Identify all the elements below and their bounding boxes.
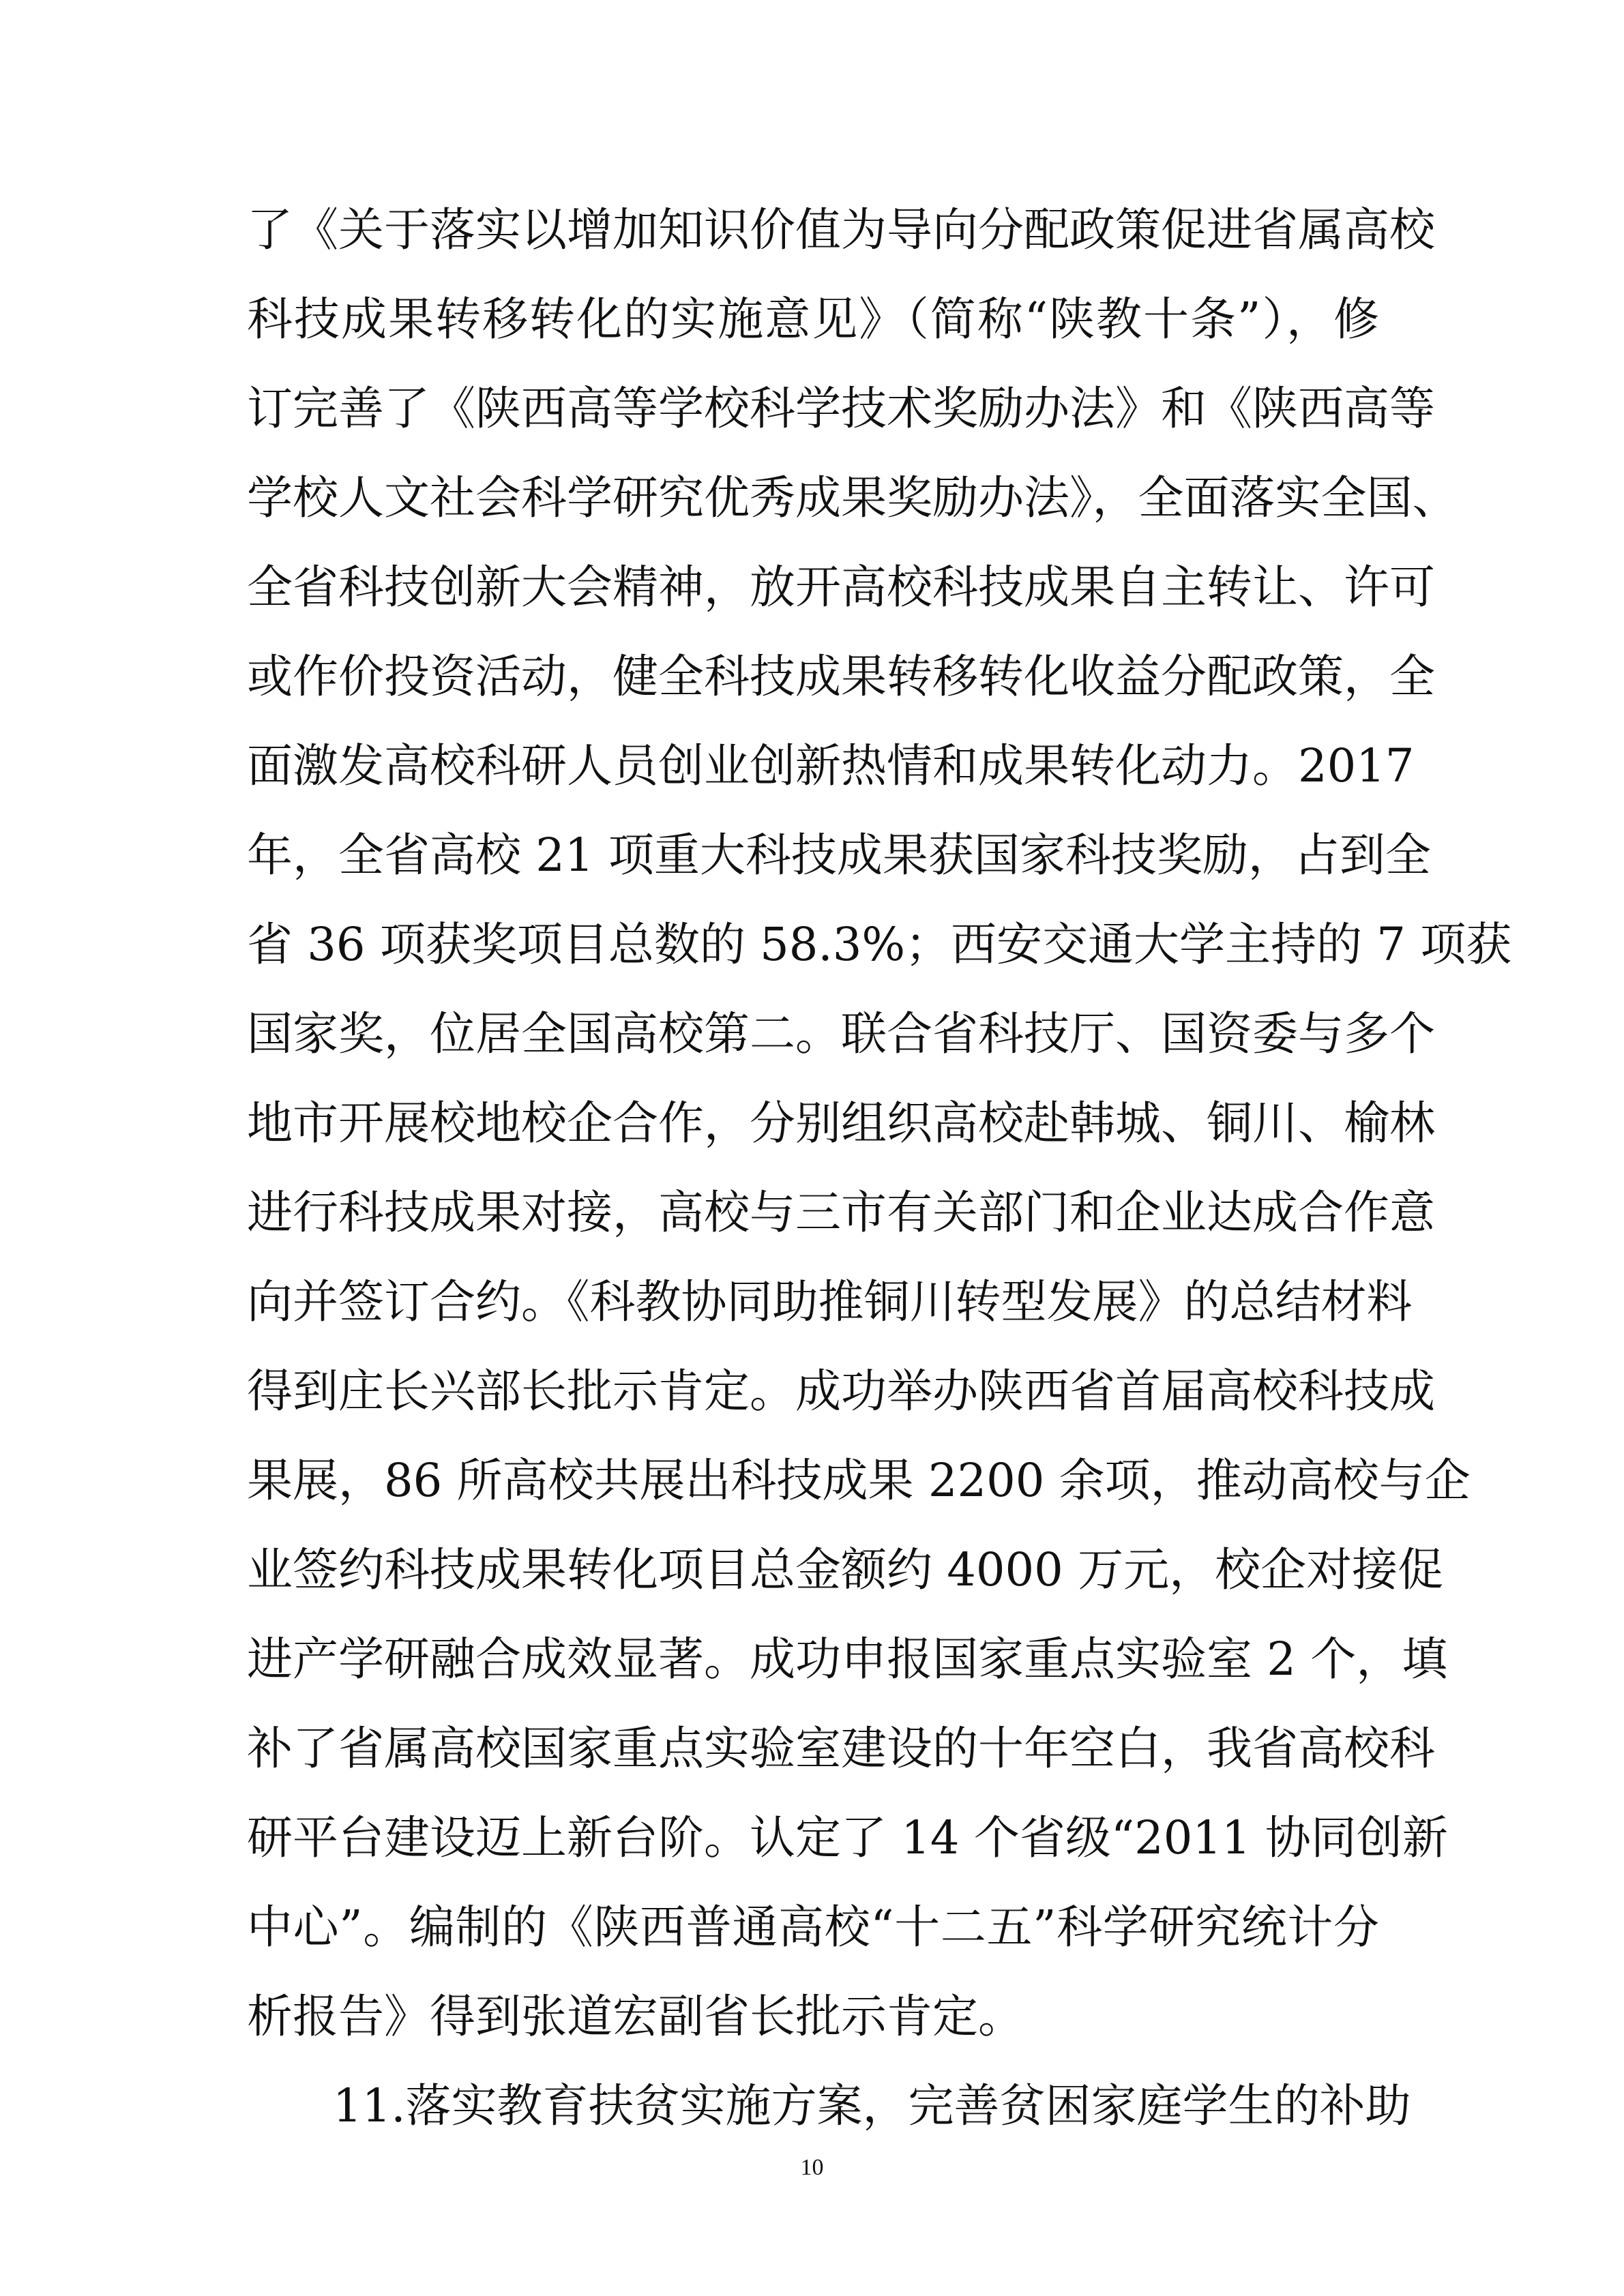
text-line: 了《关于落实以增加知识价值为导向分配政策促进省属高校: [247, 203, 1435, 256]
text-line: 得到庄长兴部长批示肯定。成功举办陕西省首届高校科技成: [247, 1365, 1435, 1418]
text-line: 中心”。编制的《陕西普通高校“十二五”科学研究统计分: [247, 1900, 1379, 1954]
text-line: 学校人文社会科学研究优秀成果奖励办法》，全面落实全国、: [247, 471, 1458, 524]
text-line: 年，全省高校 21 项重大科技成果获国家科技奖励，占到全: [247, 829, 1431, 882]
page-number: 10: [800, 2155, 824, 2180]
text-line: 向并签订合约。《科教协同助推铜川转型发展》的总结材料: [247, 1275, 1413, 1328]
text-line: 订完善了《陕西高等学校科学技术奖励办法》和《陕西高等: [247, 382, 1435, 435]
text-line: 省 36 项获奖项目总数的 58.3%；西安交通大学主持的 7 项获: [247, 918, 1512, 971]
text-line: 地市开展校地校企合作，分别组织高校赴韩城、铜川、榆林: [247, 1097, 1435, 1150]
body-text: [247, 185, 1512, 2151]
text-line: 业签约科技成果转化项目总金额约 4000 万元，校企对接促: [247, 1543, 1444, 1596]
text-line: 研平台建设迈上新台阶。认定了 14 个省级“2011 协同创新: [247, 1811, 1448, 1864]
text-line: 进产学研融合成效显著。成功申报国家重点实验室 2 个，填: [247, 1632, 1448, 1686]
text-line: 进行科技成果对接，高校与三市有关部门和企业达成合作意: [247, 1186, 1435, 1239]
text-line: 国家奖，位居全国高校第二。联合省科技厅、国资委与多个: [247, 1007, 1435, 1060]
section-heading-line: 11.落实教育扶贫实施方案，完善贫困家庭学生的补助: [333, 2079, 1411, 2132]
text-line: 或作价投资活动，健全科技成果转移转化收益分配政策，全: [247, 650, 1435, 703]
text-line: 科技成果转移转化的实施意见》（简称“陕教十条”），修: [247, 293, 1379, 346]
text-line: 析报告》得到张道宏副省长批示肯定。: [247, 1990, 1024, 2043]
text-line: 面激发高校科研人员创业创新热情和成果转化动力。2017: [247, 739, 1415, 792]
text-line: 全省科技创新大会精神，放开高校科技成果自主转让、许可: [247, 561, 1435, 614]
text-line: 补了省属高校国家重点实验室建设的十年空白，我省高校科: [247, 1722, 1435, 1775]
text-line: 果展，86 所高校共展出科技成果 2200 余项，推动高校与企: [247, 1454, 1471, 1507]
